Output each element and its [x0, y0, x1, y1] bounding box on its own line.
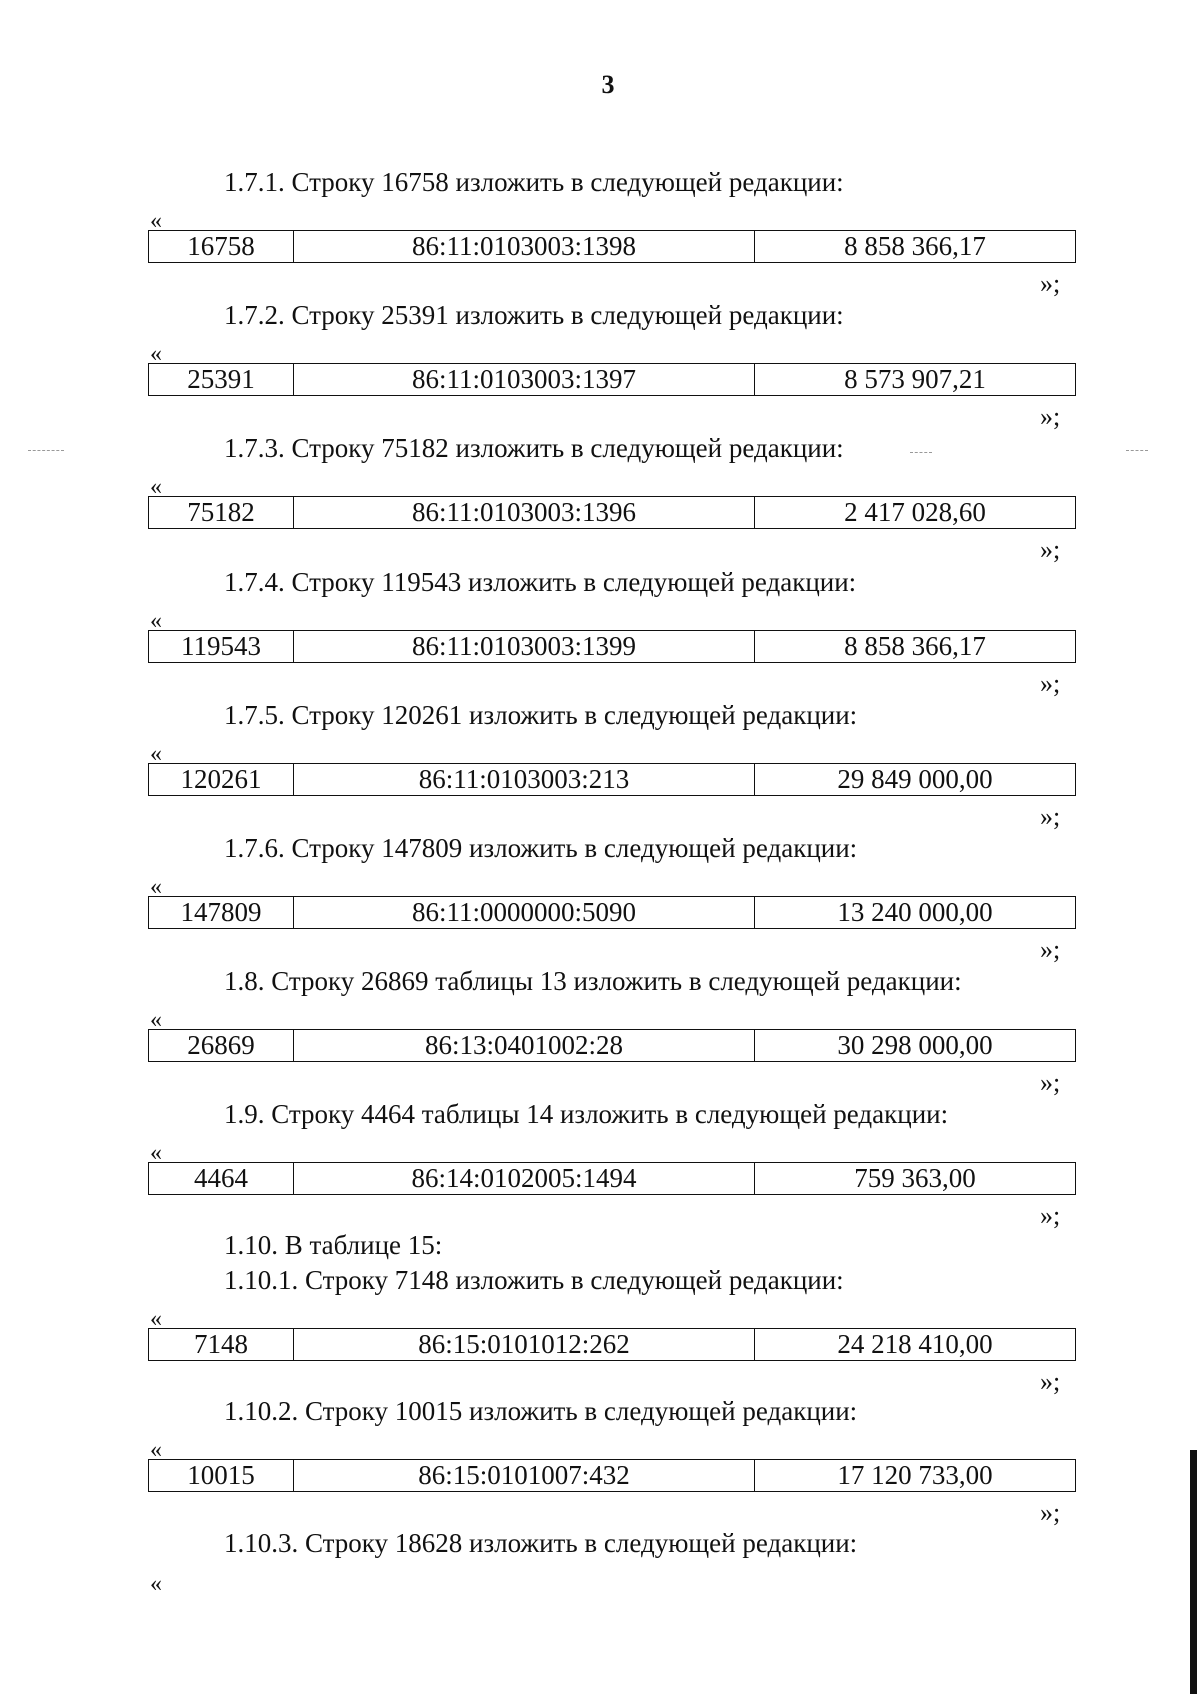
table-row	[148, 1459, 1076, 1492]
cadastral-number-cell: 86:11:0103003:1398	[294, 231, 755, 262]
quote-open: «	[150, 474, 162, 500]
row-number-cell: 75182	[149, 497, 294, 528]
cadastral-value-cell: 8 573 907,21	[844, 364, 986, 394]
row-number-cell: 7148	[149, 1329, 294, 1360]
section-heading: 1.7.6. Строку 147809 изложить в следующей редакции:	[224, 833, 858, 863]
quote-close: »;	[1040, 802, 1061, 831]
table-row	[148, 496, 1076, 529]
section-heading: 1.9. Строку 4464 таблицы 14 изложить в следующей редакции:	[224, 1099, 949, 1129]
row-number-cell: 16758	[149, 231, 294, 262]
cadastral-number-cell: 86:14:0102005:1494	[294, 1163, 755, 1194]
cadastral-value-cell: 29 849 000,00	[837, 764, 993, 794]
cadastral-number-cell: 86:11:0103003:213	[294, 764, 755, 795]
table-row	[148, 1029, 1076, 1062]
table-row	[148, 1162, 1076, 1195]
section-heading: 1.7.3. Строку 75182 изложить в следующей редакции:	[224, 433, 844, 463]
scan-noise-left	[28, 450, 64, 452]
quote-close: »;	[1040, 269, 1061, 298]
quote-open: «	[150, 1140, 162, 1166]
row-number-cell: 120261	[149, 764, 294, 795]
quote-open: «	[150, 874, 162, 900]
table-row	[148, 363, 1076, 396]
quote-open: «	[150, 608, 162, 634]
row-number-cell: 10015	[149, 1460, 294, 1491]
section-heading: 1.7.1. Строку 16758 изложить в следующей редакции:	[224, 167, 844, 197]
quote-open: «	[150, 1571, 162, 1597]
page-number: 3	[601, 70, 615, 99]
cadastral-value-cell: 13 240 000,00	[837, 897, 993, 927]
quote-open: «	[150, 1007, 162, 1033]
quote-open: «	[150, 741, 162, 767]
quote-close: »;	[1040, 1068, 1061, 1097]
cadastral-number-cell: 86:11:0000000:5090	[294, 897, 755, 928]
table-row	[148, 896, 1076, 929]
subsection-heading: 1.10. В таблице 15:	[224, 1230, 443, 1260]
row-number-cell: 26869	[149, 1030, 294, 1061]
section-heading: 1.10.3. Строку 18628 изложить в следующей редакции:	[224, 1528, 858, 1558]
cadastral-number-cell: 86:11:0103003:1399	[294, 631, 755, 662]
cadastral-value-cell: 24 218 410,00	[837, 1329, 993, 1359]
row-number-cell: 119543	[149, 631, 294, 662]
cadastral-value-cell: 8 858 366,17	[844, 231, 986, 261]
quote-open: «	[150, 1437, 162, 1463]
quote-close: »;	[1040, 935, 1061, 964]
cadastral-value-cell: 759 363,00	[854, 1163, 976, 1193]
quote-close: »;	[1040, 535, 1061, 564]
row-number-cell: 25391	[149, 364, 294, 395]
cadastral-value-cell: 17 120 733,00	[837, 1460, 993, 1490]
cadastral-number-cell: 86:15:0101007:432	[294, 1460, 755, 1491]
section-heading: 1.7.2. Строку 25391 изложить в следующей редакции:	[224, 300, 844, 330]
cadastral-value-cell: 8 858 366,17	[844, 631, 986, 661]
quote-close: »;	[1040, 402, 1061, 431]
table-row	[148, 230, 1076, 263]
quote-close: »;	[1040, 669, 1061, 698]
row-number-cell: 147809	[149, 897, 294, 928]
section-heading: 1.10.1. Строку 7148 изложить в следующей редакции:	[224, 1265, 844, 1295]
cadastral-number-cell: 86:11:0103003:1396	[294, 497, 755, 528]
table-row	[148, 1328, 1076, 1361]
quote-open: «	[150, 341, 162, 367]
section-heading: 1.8. Строку 26869 таблицы 13 изложить в следующей редакции:	[224, 966, 962, 996]
cadastral-number-cell: 86:11:0103003:1397	[294, 364, 755, 395]
scan-noise-right	[1126, 450, 1148, 452]
quote-close: »;	[1040, 1201, 1061, 1230]
quote-open: «	[150, 1306, 162, 1332]
cadastral-number-cell: 86:13:0401002:28	[294, 1030, 755, 1061]
table-row	[148, 630, 1076, 663]
cadastral-number-cell: 86:15:0101012:262	[294, 1329, 755, 1360]
scan-edge-mark	[1190, 1450, 1197, 1694]
cadastral-value-cell: 30 298 000,00	[837, 1030, 993, 1060]
section-heading: 1.7.5. Строку 120261 изложить в следующей редакции:	[224, 700, 858, 730]
section-heading: 1.7.4. Строку 119543 изложить в следующей редакции:	[224, 567, 857, 597]
quote-open: «	[150, 208, 162, 234]
section-heading: 1.10.2. Строку 10015 изложить в следующей редакции:	[224, 1396, 858, 1426]
row-number-cell: 4464	[149, 1163, 294, 1194]
quote-close: »;	[1040, 1367, 1061, 1396]
cadastral-value-cell: 2 417 028,60	[844, 497, 986, 527]
scan-noise-center	[910, 452, 932, 454]
quote-close: »;	[1040, 1498, 1061, 1527]
table-row	[148, 763, 1076, 796]
